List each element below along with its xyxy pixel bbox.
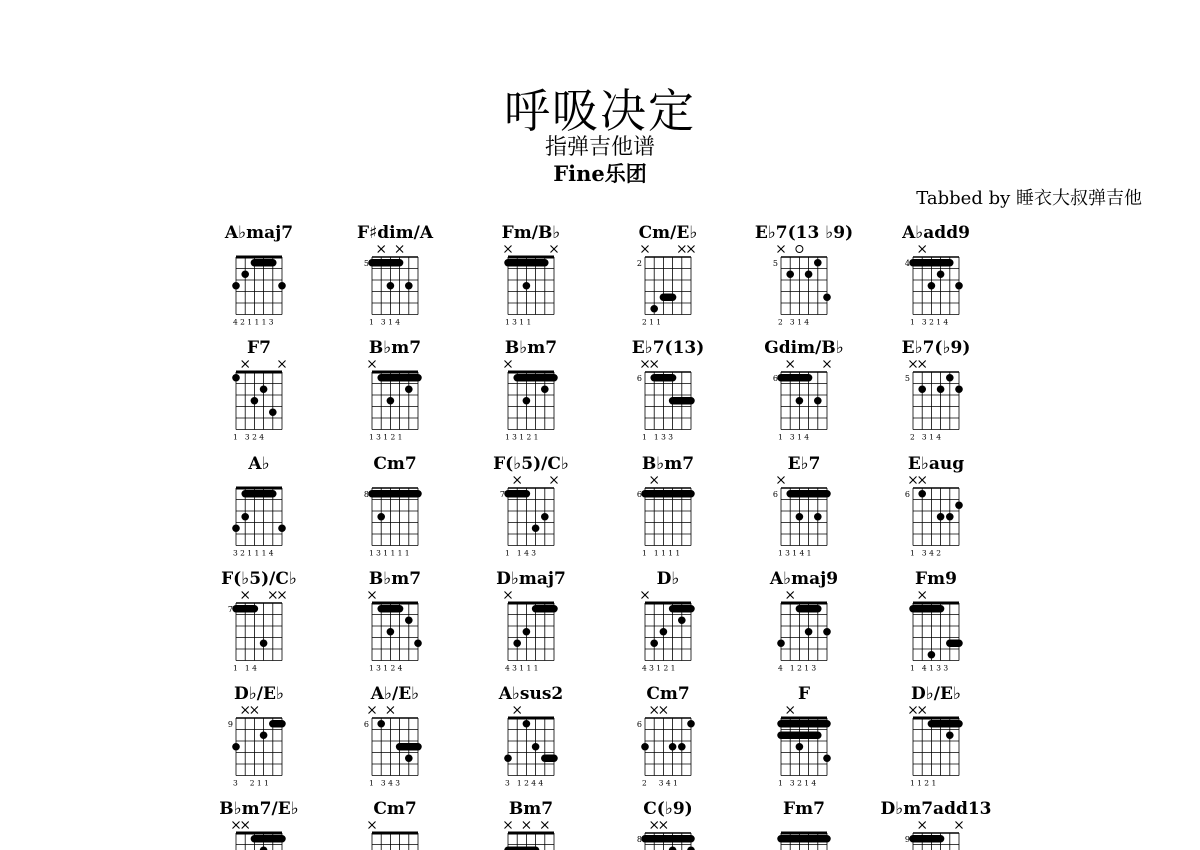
chord-name: Cm/E♭ xyxy=(638,223,698,243)
finger-numbers: 1 1 4 3 xyxy=(505,548,537,558)
chord-name: F xyxy=(797,684,811,704)
chord-name: D♭maj7 xyxy=(496,569,566,589)
chord-name: F♯dim/A xyxy=(356,223,434,243)
chord-name: Fm/B♭ xyxy=(501,223,561,243)
finger-numbers: 4 3 1 1 1 xyxy=(505,663,539,673)
chord-name: Fm9 xyxy=(915,569,957,589)
fret-number: 6 xyxy=(636,489,642,499)
chord-name: A♭maj7 xyxy=(224,223,294,243)
chord-name: Gdim/B♭ xyxy=(764,338,844,358)
finger-numbers: 1 1 1 1 1 xyxy=(642,548,681,558)
chord-name: D♭/E♭ xyxy=(234,684,284,704)
finger-numbers: 1 3 1 4 xyxy=(369,317,401,327)
finger-numbers: 2 3 1 4 xyxy=(778,317,810,327)
chord-name: B♭m7 xyxy=(641,454,695,474)
fret-number: 9 xyxy=(227,719,233,729)
fret-number: 5 xyxy=(772,258,778,268)
finger-numbers: 4 1 2 1 3 xyxy=(778,663,817,673)
mute-x-icon xyxy=(956,822,963,829)
chord-name: Cm7 xyxy=(373,454,417,474)
fret-number: 2 xyxy=(636,258,642,268)
mute-x-icon xyxy=(919,822,926,829)
fret-number: 9 xyxy=(904,834,910,844)
chord-name: E♭7(13) xyxy=(631,338,705,358)
chord-name: F7 xyxy=(247,338,271,358)
chord-name: E♭aug xyxy=(907,454,965,474)
band-name: Fine乐团 xyxy=(553,161,647,186)
chord-name: B♭m7 xyxy=(368,338,422,358)
finger-numbers: 3 1 2 4 4 xyxy=(505,778,544,788)
chord-name: A♭/E♭ xyxy=(370,684,420,704)
finger-numbers: 1 1 2 1 xyxy=(910,778,937,788)
finger-numbers: 1 1 4 xyxy=(233,663,257,673)
fret-number: 6 xyxy=(772,373,778,383)
finger-numbers: 1 3 4 2 xyxy=(910,548,942,558)
finger-numbers: 3 2 1 1 1 4 xyxy=(233,548,274,558)
chord-name: D♭ xyxy=(656,569,680,589)
chord-name: E♭7(13 ♭9) xyxy=(754,223,854,243)
finger-numbers: 1 3 1 1 1 1 xyxy=(369,548,410,558)
finger-numbers: 1 3 1 2 1 xyxy=(369,432,403,442)
finger-numbers: 1 3 1 4 1 xyxy=(778,548,812,558)
fret-number: 6 xyxy=(363,719,369,729)
chord-name: D♭m7add13 xyxy=(880,799,992,819)
fret-number: 6 xyxy=(636,373,642,383)
fret-number: 6 xyxy=(904,489,910,499)
song-title: 呼吸决定 xyxy=(504,84,696,138)
finger-numbers: 4 2 1 1 1 3 xyxy=(233,317,274,327)
finger-numbers: 2 3 4 1 xyxy=(642,778,678,788)
fret-number: 8 xyxy=(363,489,369,499)
finger-numbers: 3 2 1 1 xyxy=(233,778,269,788)
finger-numbers: 1 3 1 2 4 xyxy=(369,663,403,673)
fret-number: 8 xyxy=(636,834,642,844)
chord-name: A♭sus2 xyxy=(498,684,564,704)
chord-name: B♭m7 xyxy=(504,338,558,358)
chord-name: D♭/E♭ xyxy=(911,684,961,704)
chord-name: A♭ xyxy=(248,454,270,474)
chord-name: C(♭9) xyxy=(643,799,693,819)
finger-numbers: 1 3 1 4 xyxy=(778,432,810,442)
chord-name: Cm7 xyxy=(373,799,417,819)
finger-numbers: 1 1 3 3 xyxy=(642,432,674,442)
finger-numbers: 1 3 1 1 xyxy=(505,317,532,327)
chord-name: E♭7(♭9) xyxy=(901,338,971,358)
finger-numbers: 2 1 1 xyxy=(642,317,662,327)
fret-number: 4 xyxy=(904,258,910,268)
chord-name: B♭m7/E♭ xyxy=(219,799,299,819)
fret-number: 6 xyxy=(636,719,642,729)
finger-numbers: 4 3 1 2 1 xyxy=(642,663,676,673)
finger-numbers: 1 3 2 1 4 xyxy=(778,778,817,788)
chord-name: F(♭5)/C♭ xyxy=(493,454,569,474)
chord-name: Cm7 xyxy=(646,684,690,704)
fret-number: 7 xyxy=(499,489,505,499)
chord-name: A♭add9 xyxy=(902,223,970,243)
chord-name: F(♭5)/C♭ xyxy=(221,569,297,589)
finger-numbers: 1 4 1 3 3 xyxy=(910,663,949,673)
chord-name: B♭m7 xyxy=(368,569,422,589)
finger-numbers: 1 3 2 1 4 xyxy=(910,317,949,327)
fret-number: 5 xyxy=(363,258,369,268)
finger-numbers: 2 3 1 4 xyxy=(910,432,942,442)
chord-name: Fm7 xyxy=(783,799,825,819)
song-subtitle: 指弹吉他谱 xyxy=(544,135,655,160)
fret-number: 6 xyxy=(772,489,778,499)
finger-numbers: 1 3 1 2 1 xyxy=(505,432,539,442)
finger-numbers: 1 3 4 3 xyxy=(369,778,401,788)
fret-number: 7 xyxy=(227,604,233,614)
chord-name: Bm7 xyxy=(508,799,554,819)
fret-number: 5 xyxy=(904,373,910,383)
tabbed-by: Tabbed by 睡衣大叔弹吉他 xyxy=(916,188,1142,209)
finger-numbers: 1 3 2 4 xyxy=(233,432,265,442)
chord-name: E♭7 xyxy=(787,454,821,474)
chord-name: A♭maj9 xyxy=(769,569,839,589)
